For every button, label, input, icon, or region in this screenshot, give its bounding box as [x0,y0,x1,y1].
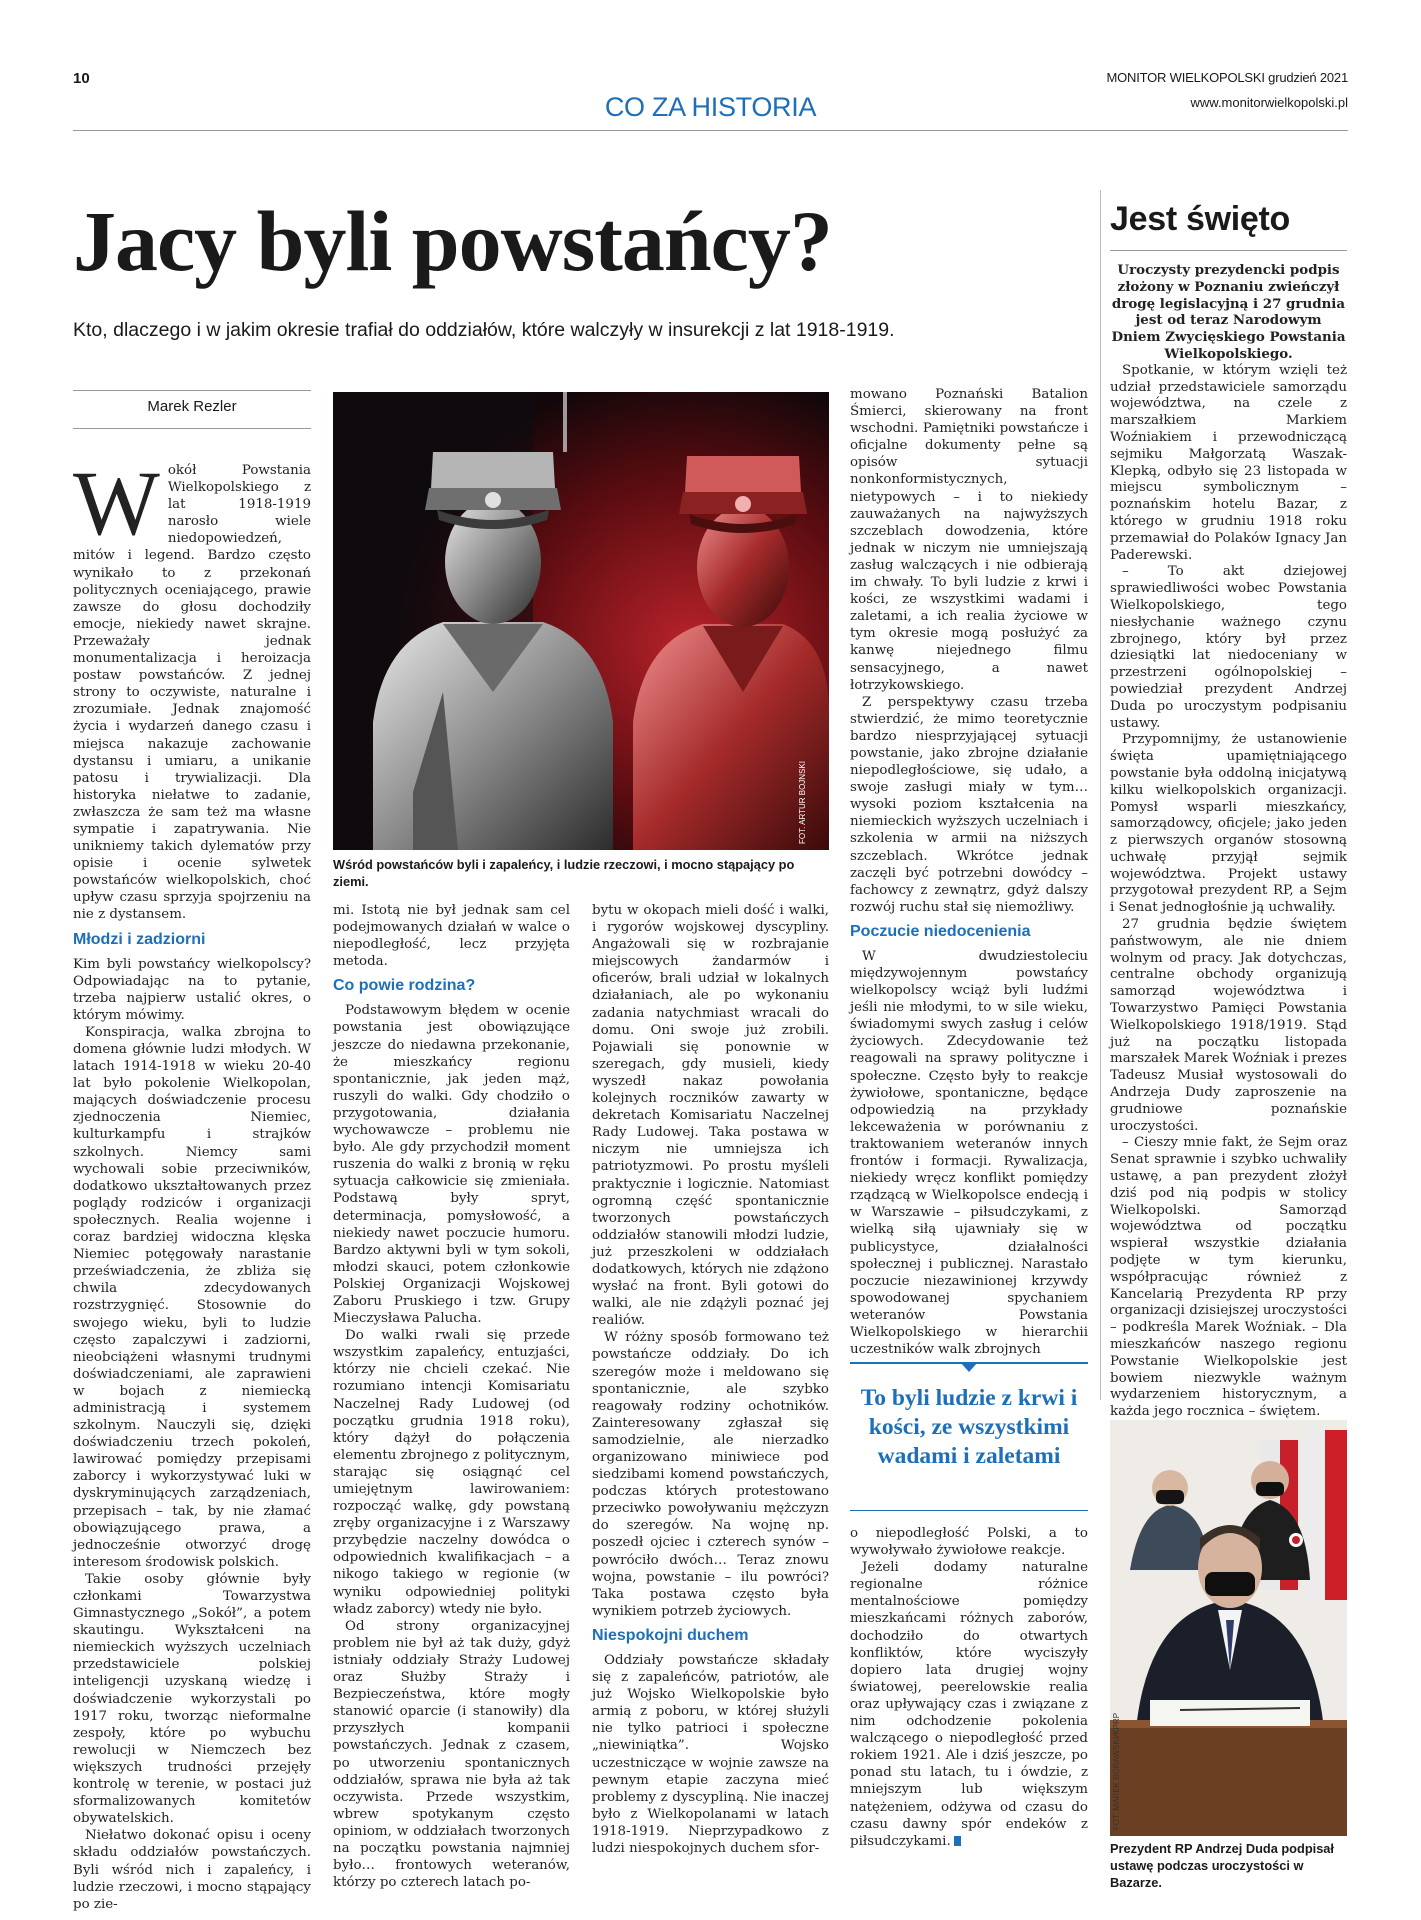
author-byline: Marek Rezler [147,398,237,415]
lead-paragraph: Kto, dlaczego i w jakim okresie trafiał do oddziałów, które walczyły w insurekcji z lat 1918-1919. [73,319,895,341]
subheading: Niespokojni duchem [592,1626,749,1644]
subheading: Co powie rodzina? [333,977,476,995]
author-divider-top [73,390,311,391]
paragraph: Przypomnijmy, że ustanowienie święta upamiętniającego powstanie była oddolną inicjatywą kilku wielkopolskich organizacji. Pomysł wsparli mieszkańcy, samorządowcy, oficjele; jako jeden z pierwszych organów stosowną uchwałę przyjął sejmik województwa. Projekt ustawy przygotował prezydent RP, a Sejm i Senat jednogłośnie ją uchwaliły. [1110,732,1347,916]
section-title: CO ZA HISTORIA [604,92,817,122]
pullquote: To byli ludzie z krwi i kości, ze wszystkimi wadami i zaletami [860,1385,1078,1469]
article-column-3 [592,902,829,1857]
soldier-statues-image [333,392,829,850]
article-column-4 [850,386,1088,1358]
sidebar-divider [1100,190,1101,1400]
photo-caption: Wśród powstańców byli i zapaleńcy, i ludzie rzeczowi, i mocno stąpający po ziemi. [333,857,795,889]
subheading: Poczucie niedocenienia [850,922,1031,940]
paragraph: – To akt dziejowej sprawiedliwości wobec Powstania Wielkopolskiego, tego niesłychanie ważnego czynu zbrojnego, który był przez dziesiątki lat niedoceniany w przestrzeni ogólnopolskiej – powiedział prezydent Andrzej Duda po uroczystym podpisaniu ustawy. [1110,564,1347,731]
paragraph: – Cieszy mnie fakt, że Sejm oraz Senat sprawnie i szybko uchwaliły ustawę, a pan prezydent złożył dziś pod nią podpis w stolicy Wielkopolski. Samorząd województwa od początku wspierał wszystkie działania podjęte w tym kierunku, współpracując również z Kancelarią Prezydenta RP przy organizacji dzisiejszej uroczystości – podkreśla Marek Woźniak. – Dla mieszkańców naszego regionu Powstanie Wielkopolskie jest bowiem niezwykle ważnym wydarzeniem historycznym, a każda jego rocznica – świętem. [1110,1135,1347,1421]
publication-name: MONITOR WIELKOPOLSKI grudzień 2021 [1106,70,1348,85]
pullquote-arrow-icon [960,1362,978,1372]
sidebar-title-divider [1110,250,1347,251]
sidebar-photo-caption: Prezydent RP Andrzej Duda podpisał ustawę podczas uroczystości w Bazarze. [1110,1841,1334,1890]
paragraph: 27 grudnia będzie świętem państwowym, ale nie dniem wolnym od pracy. Jak dotychczas, centralne obchody organizują samorząd województwa i Towarzystwo Pamięci Powstania Wielkopolskiego 1918/1919. Stąd już na początku listopada marszałek Marek Woźniak i prezes Tadeusz Musiał wystosowali do Andrzeja Dudy zaproszenie na grudniowe poznańskie uroczystości. [1110,917,1347,1134]
paragraph: Konspiracja, walka zbrojna to domena głównie ludzi młodych. W latach 1914-1918 w wieku 20-40 lat było pokolenie Wielkopolan, mających doświadczenie procesu zjednoczenia Niemiec, kulturkampfu i strajków szkolnych. Niemcy sami wychowali sobie przeciwników, dodatkowo ukształtowanych przez poglądy rodziców i organizacji społecznych. Realia wojenne i coraz bardziej widoczna klęska Niemiec potęgowały narastanie przeświadczenia, że zbliża się chwila zdecydowanych rozstrzygnięć. Stosownie do swojego wieku, byli to ludzie często zapalczywi i zadziorni, nieobciążeni własnymi trudnymi doświadczeniami, ale zaprawieni w bojach z niemiecką administracją i systemem szkolnym. Nauczyli się, dzięki doświadczeniu trzech pokoleń, lawirować pomiędzy przepisami zaborcy i wykorzystywać luki w dyskryminujących zarządzeniach, przepisach – tak, by nie złamać obowiązującego prawa, a jednocześnie otworzyć drogę interesom środowisk polskich. [73,1024,311,1570]
paragraph: mowano Poznański Batalion Śmierci, skierowany na front wschodni. Pamiętniki powstańcze i oficjalne dokumenty pełne są opisów sytuacji nonkonformistycznych, nietypowych – i to niekiedy zauważanych na najwyższych szczeblach dowodzenia, które jednak w niczym nie umniejszają zasług walczących i nie odbierają im chwały. To byli ludzie z krwi i kości, ze wszystkimi wadami i zaletami, a ich realia życiowe w tym okresie mogą posłużyć za kanwę niejednego filmu sensacyjnego, a nawet łotrzykowskiego. [850,387,1088,693]
paragraph: Oddziały powstańcze składały się z zapaleńców, patriotów, ale już Wojsko Wielkopolskie było armią z poboru, w której służyli nie tylko patrioci i społeczne „niewiniątka”. Wojsko uczestniczące w wojnie zawsze na pewnym etapie zaczyna mieć problemy z dyscypliną. Nie inaczej było z Wielkopolanami w latach 1918-1919. Nieprzypadkowo z ludzi niespokojnych duchem sfor- [592,1652,829,1856]
president-signing-image [1110,1420,1347,1836]
subheading: Młodzi i zadziorni [73,930,206,948]
author-divider-bottom [73,428,311,429]
paragraph: bytu w okopach mieli dość i walki, i rygorów wojskowej dyscypliny. Angażowali się w rozbrajanie miejscowych żandarmów i oficerów, brali udział w lokalnych działaniach, ale po wykonaniu zadania natychmiast wracali do domu. Oni swoje już zrobili. Pojawiali się ponownie w szeregach, gdy musieli, kiedy wyszedł nakaz powołania kolejnych roczników zawarty w dekretach Komisariatu Naczelnej Rady Ludowej. Taka postawa w niczym nie umniejsza ich patriotyzmowi. Po prostu myśleli praktycznie i logicznie. Natomiast ogromną część spontanicznie tworzonych powstańczych oddziałów stanowili młodzi ludzie, już przeszkoleni w oddziałach dodatkowych, których nie zdążono wysłać na front. Byli gotowi do walki, ale nie zdążyli poznać jej realiów. [592,903,829,1329]
paragraph: Wokół Powstania Wielkopolskiego z lat 1918-1919 narosło wiele niedopowiedzeń, mitów i legend. Bardzo często wynikało to z przekonań politycznych oceniającego, prawie zawsze do głosu dochodziły emocje, niekiedy nawet skrajne. Przeważały jednak monumentalizacja i heroizacja postaw powstańców. Z jednej strony to oczywiste, naturalne i zrozumiałe. Jednak znajomość życia i wydarzeń danego czasu i miejsca nakazuje zachowanie dystansu i umiaru, a unikanie patosu i trywializacji. Dla historyka niełatwe to zadanie, zwłaszcza że sam też ma własne sympatie i zapatrywania. Nie unikniemy takich dylematów przy opisie i ocenie sylwetek powstańców wielkopolskich, choć upływ czasu sprzyja spojrzeniu na nie z dystansem. [73,452,311,923]
paragraph: Niełatwo dokonać opisu i oceny składu oddziałów powstańczych. Byli wśród nich i zapaleńcy, i ludzie rzeczowi, i mocno stąpający po zie- [73,1828,311,1912]
sidebar-photo [1110,1420,1347,1836]
headline: Jacy byli powstańcy? [73,193,832,289]
paragraph: Do walki rwali się przede wszystkim zapaleńcy, entuzjaści, którzy nie chcieli czekać. Nie rozumiano intencji Komisariatu Naczelnej Rady Ludowej (od początku grudnia 1918 roku), który dążył do połączenia elementu zbrojnego z politycznym, starając się osiągnąć cel umiejętnym lawirowaniem: rozpocząć walkę, gdy powstaną zręby organizacyjne i z Warszawy przybędzie naczelny dowódca o odpowiednich kwalifikacjach – a nikogo takiego w regionie (w wyniku odpowiedniej polityki władz zaborcy) wtedy nie było. [333,1328,570,1617]
paragraph: Z perspektywy czasu trzeba stwierdzić, że mimo teoretycznie bardzo niesprzyjającej sytuacji powstanie, jako zbrojne działanie niepodległościowe, się udało, a swoje zasługi miały w tym… wysoki poziom kształcenia na niemieckich wyższych uczelniach i szkolenia w armii na niższych szczeblach. Wkrótce jednak zaczęli być potrzebni dowódcy – fachowcy z zewnątrz, gdyż dalszy rozwój ruchu stał się niemożliwy. [850,694,1088,915]
header-divider [73,130,1348,131]
publication-url[interactable]: www.monitorwielkopolski.pl [1190,95,1348,110]
paragraph: Kim byli powstańcy wielkopolscy? Odpowiadając na to pytanie, trzeba najpierw ustalić okres, o którym mówimy. [73,956,311,1023]
paragraph: Takie osoby głównie były członkami Towarzystwa Gimnastycznego „Sokół”, a potem skautingu. Wykształceni na niemieckich wyższych uczelniach przedstawiciele polskiej inteligencji uzyskaną wiedzę i doświadczenie wykorzystali po 1917 roku, tworząc nieformalne zespoły, które po wybuchu rewolucji w Niemczech bez większych trudności przejęły kontrolę w terenie, w postaci już sformalizowanych komitetów obywatelskich. [73,1571,311,1827]
paragraph: W dwudziestoleciu międzywojennym powstańcy wielkopolscy wciąż byli ludźmi jeśli nie młodymi, to w sile wieku, świadomymi swych zasług i celów życiowych. Zdecydowanie też reagowali na sprawy polityczne i społeczne. Często były to reakcje żywiołowe, spontaniczne, będące odpowiedzią na przykłady lekceważenia w porównaniu z traktowaniem weteranów innych frontów i formacji. Rywalizacja, niekiedy wręcz konflikt pomiędzy rządzącą w Wielkopolsce endecją i w Warszawie – piłsudczykami, z wielką siłą ujawniały się w publicystyce, działalności społecznej i publicznej. Narastało poczucie niezawinionej krzywdy spowodowanej spychaniem weteranów Powstania Wielkopolskiego w hierarchii uczestników walk zbrojnych [850,948,1088,1358]
paragraph: Podstawowym błędem w ocenie powstania jest obowiązujące jeszcze do niedawna przekonanie, że mieszkańcy regionu spontanicznie, jak jeden mąż, ruszyli do walki. Gdy chodziło o przygotowania, działania wychowawcze – problemu nie było. Ale gdy przychodził moment ruszenia do walki z bronią w ręku sytuacja całkowicie się zmieniała. Podstawą były spryt, determinacja, pomysłowość, a niekiedy nawet poczucie humoru. Bardzo aktywni byli w tym sokoli, młodzi skauci, potem członkowie Polskiej Organizacji Wojskowej Zaboru Pruskiego i tzw. Grupy Mieczysława Palucha. [333,1003,570,1327]
article-column-1 [73,452,311,1913]
end-mark-icon [954,1836,961,1846]
paragraph: Od strony organizacyjnej problem nie był aż tak duży, gdyż istniały oddziały Straży Ludowej oraz Służby Straży i Bezpieczeństwa, które mogły stanowić oparcie (i stanowiły) dla przyszłych kompanii powstańczych. Jednak z czasem, po utworzeniu spontanicznych oddziałów, sprawa nie była aż tak oczywista. Przede wszystkim, wbrew spotykanym często opiniom, w oddziałach tworzonych na początku powstania najmniej było… frontowych weteranów, którzy po czterech latach po- [333,1618,570,1891]
article-photo [333,392,829,850]
page-number: 10 [73,70,90,87]
sidebar-text [1110,262,1347,1438]
paragraph: Jeżeli dodamy naturalne regionalne różnice mentalnościowe pomiędzy mieszkańcami różnych zaborów, dochodziło do otwartych konfliktów, które wyciszyły dopiero lata drugiej wojny światowej, peerelowskie realia oraz upływający czas i związane z nim odchodzenie pokolenia walczącego o niepodległość przed rokiem 1921. Ale i dziś jeszcze, po ponad stu latach, tu i ówdzie, z mniejszym lub większym natężeniem, odżywa od czasu do czasu dawny spór endeków z piłsudczykami. [850,1560,1088,1849]
sidebar-intro: Uroczysty prezydencki podpis złożony w Poznaniu zwieńczył drogę legislacyjną i 27 grudnia jest od teraz Narodowym Dniem Zwycięskiego Powstania Wielkopolskiego. [1111,262,1346,362]
paragraph: Spotkanie, w którym wzięli też udział przedstawiciele samorządu województwa, na czele z marszałkiem Markiem Woźniakiem i przewodniczącą sejmiku Małgorzatą Waszak-Klepką, odbyło się 23 listopada w miejscu symbolicznym – poznańskim hotelu Bazar, z którego w grudniu 1918 roku przemawiał do Polaków Ignacy Jan Paderewski. [1110,362,1347,563]
paragraph: W różny sposób formowano też powstańcze oddziały. Do ich szeregów może i meldowano się spontanicznie, ale szybko reagowały rodziny ochotników. Zainteresowany zgłaszał się samodzielnie, ale nierzadko organizowano miniwiece pod siedzibami komend powstańczych, podczas których protestowano przeciwko powoływaniu mężczyzn do szeregów. Na wojnę np. poszedł ojciec i czterech synów – powróciło dwóch… Teraz znowu wojna, powstanie – ilu powróci? Taka postawa często była wynikiem potrzeb życiowych. [592,1330,829,1619]
paragraph: mi. Istotą nie był jednak sam cel podejmowanych działań w walce o niepodległość, lecz przyjęta metoda. [333,903,570,970]
article-column-2 [333,902,570,1891]
photo-credit: FOT. ARTUR BOJNSKI [798,761,807,844]
sidebar-title: Jest święto [1110,200,1290,238]
sidebar-photo-credit: FOT. MAREK BORAWSKI/KPRP [1112,1712,1121,1830]
pullquote-divider-bottom [850,1510,1088,1511]
article-column-4-continued [850,1525,1088,1850]
paragraph: o niepodległość Polski, a to wywoływało żywiołowe reakcje. [850,1526,1088,1559]
dropcap: W [73,452,160,554]
